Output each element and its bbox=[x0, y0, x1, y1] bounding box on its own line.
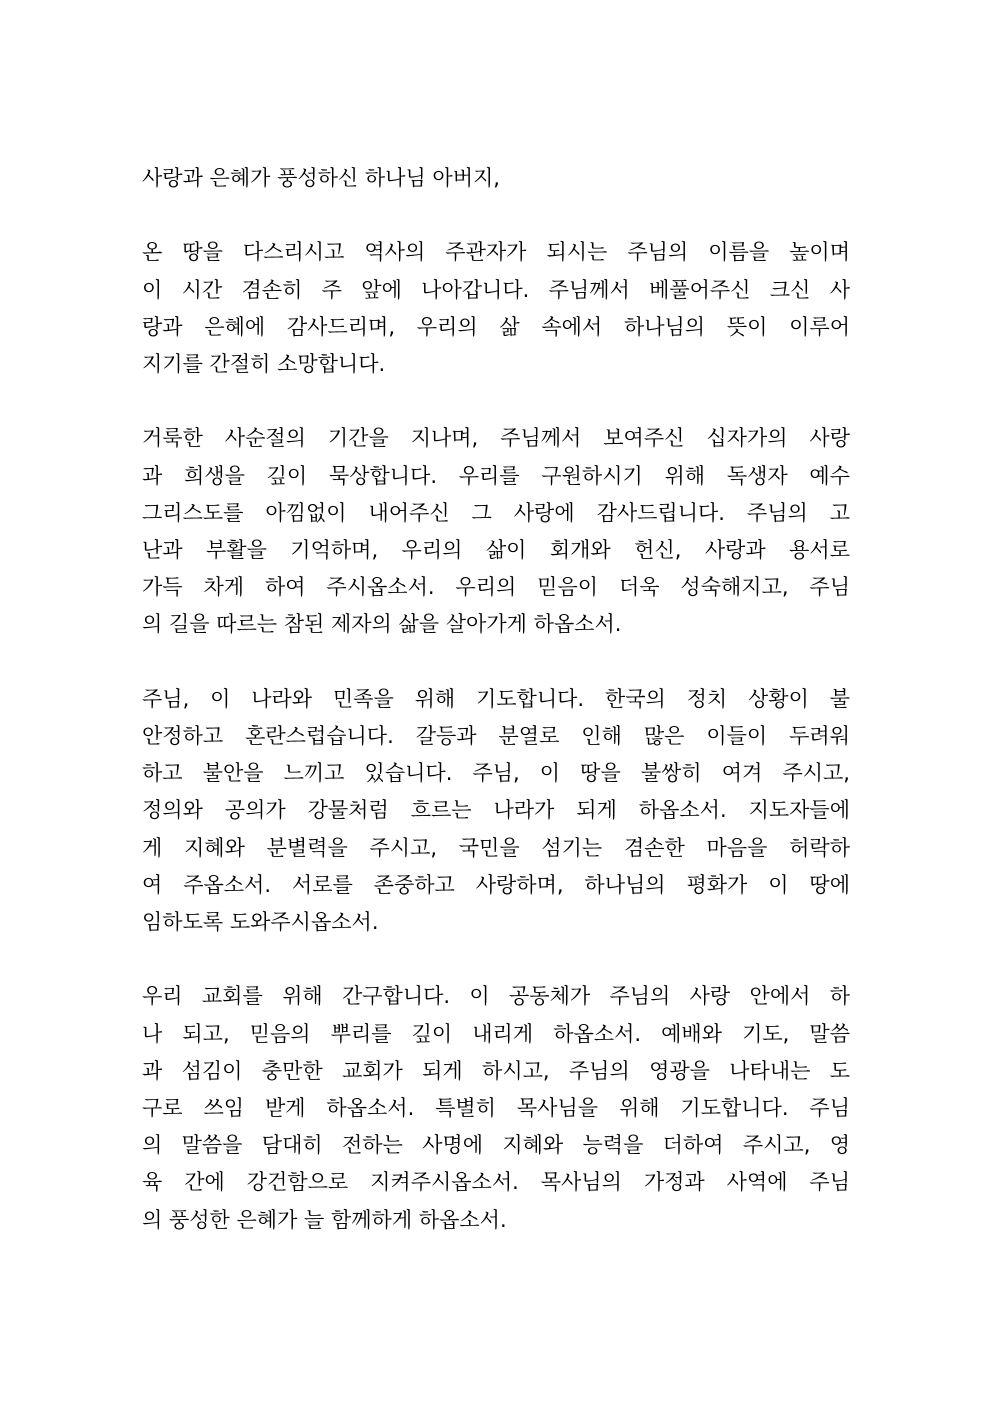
text-line: 구로 쓰임 받게 하옵소서. 특별히 목사님을 위해 기도합니다. 주님 bbox=[142, 1096, 850, 1121]
text-line: 랑과 은혜에 감사드리며, 우리의 삶 속에서 하나님의 뜻이 이루어 bbox=[142, 314, 850, 339]
text-line: 사랑과 은혜가 풍성하신 하나님 아버지, bbox=[142, 166, 500, 190]
text-line: 그리스도를 아낌없이 내어주신 그 사랑에 감사드립니다. 주님의 고 bbox=[142, 500, 850, 525]
text-line: 우리 교회를 위해 간구합니다. 이 공동체가 주님의 사랑 안에서 하 bbox=[142, 984, 850, 1009]
text-line: 하고 불안을 느끼고 있습니다. 주님, 이 땅을 불쌍히 여겨 주시고, bbox=[142, 761, 850, 786]
text-line: 거룩한 사순절의 기간을 지나며, 주님께서 보여주신 십자가의 사랑 bbox=[142, 426, 850, 451]
text-line: 나 되고, 믿음의 뿌리를 깊이 내리게 하옵소서. 예배와 기도, 말씀 bbox=[142, 1021, 850, 1046]
text-line: 과 섬김이 충만한 교회가 되게 하시고, 주님의 영광을 나타내는 도 bbox=[142, 1058, 850, 1083]
text-line: 의 풍성한 은혜가 늘 함께하게 하옵소서. bbox=[142, 1207, 507, 1232]
text-line: 임하도록 도와주시옵소서. bbox=[142, 910, 379, 935]
text-line: 정의와 공의가 강물처럼 흐르는 나라가 되게 하옵소서. 지도자들에 bbox=[142, 798, 850, 823]
text-line: 난과 부활을 기억하며, 우리의 삶이 회개와 헌신, 사랑과 용서로 bbox=[142, 538, 850, 562]
text-line: 온 땅을 다스리시고 역사의 주관자가 되시는 주님의 이름을 높이며 bbox=[142, 240, 850, 265]
text-line: 주님, 이 나라와 민족을 위해 기도합니다. 한국의 정치 상황이 불 bbox=[142, 686, 850, 711]
paragraph-1 bbox=[142, 234, 850, 383]
text-line: 게 지혜와 분별력을 주시고, 국민을 섬기는 겸손한 마음을 허락하 bbox=[142, 835, 850, 860]
text-line: 이 시간 겸손히 주 앞에 나아갑니다. 주님께서 베풀어주신 크신 사 bbox=[142, 277, 850, 302]
paragraph-3 bbox=[142, 681, 850, 941]
text-line: 의 말씀을 담대히 전하는 사명에 지혜와 능력을 더하여 주시고, 영 bbox=[142, 1133, 850, 1158]
text-line: 과 희생을 깊이 묵상합니다. 우리를 구원하시기 위해 독생자 예수 bbox=[142, 463, 850, 488]
paragraph-2 bbox=[142, 420, 850, 643]
paragraph-4 bbox=[142, 978, 850, 1238]
text-line: 안정하고 혼란스럽습니다. 갈등과 분열로 인해 많은 이들이 두려워 bbox=[142, 724, 850, 748]
prayer-text bbox=[142, 160, 850, 1276]
text-line: 여 주옵소서. 서로를 존중하고 사랑하며, 하나님의 평화가 이 땅에 bbox=[142, 872, 850, 897]
text-line: 지기를 간절히 소망합니다. bbox=[142, 352, 386, 376]
text-line: 의 길을 따르는 참된 제자의 삶을 살아가게 하옵소서. bbox=[142, 612, 622, 637]
greeting bbox=[142, 160, 850, 197]
text-line: 육 간에 강건함으로 지켜주시옵소서. 목사님의 가정과 사역에 주님 bbox=[142, 1170, 850, 1195]
text-line: 가득 차게 하여 주시옵소서. 우리의 믿음이 더욱 성숙해지고, 주님 bbox=[142, 575, 850, 600]
